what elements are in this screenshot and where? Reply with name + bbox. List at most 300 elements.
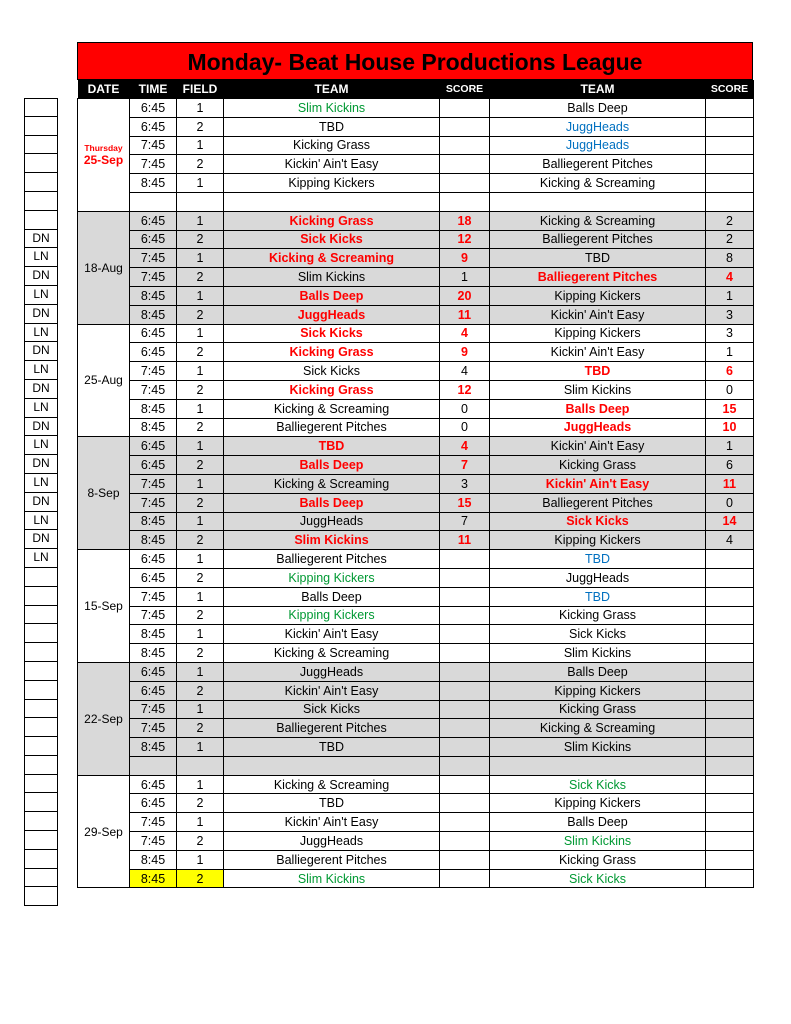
score-2-cell: 8 (706, 249, 754, 268)
time-cell (130, 756, 177, 775)
division-cell: LN (24, 361, 58, 380)
score-2-cell (706, 117, 754, 136)
score-2-cell (706, 192, 754, 211)
header-score-2: SCORE (706, 80, 754, 99)
score-2-cell: 6 (706, 362, 754, 381)
time-cell: 8:45 (130, 305, 177, 324)
team-2-cell: TBD (490, 587, 706, 606)
table-row (78, 456, 754, 475)
score-1-cell: 18 (440, 211, 490, 230)
time-cell: 6:45 (130, 456, 177, 475)
team-1-cell: Kicking & Screaming (224, 775, 440, 794)
table-row (78, 756, 754, 775)
score-2-cell (706, 606, 754, 625)
team-1-cell: Kicking & Screaming (224, 399, 440, 418)
table-row (78, 324, 754, 343)
score-2-cell: 4 (706, 268, 754, 287)
field-cell: 1 (177, 625, 224, 644)
field-cell: 2 (177, 456, 224, 475)
division-cell (24, 643, 58, 662)
division-cell (24, 756, 58, 775)
table-row (78, 644, 754, 663)
table-row (78, 531, 754, 550)
field-cell: 1 (177, 249, 224, 268)
division-cell: LN (24, 324, 58, 343)
table-row (78, 211, 754, 230)
team-2-cell: JuggHeads (490, 418, 706, 437)
team-1-cell: Balliegerent Pitches (224, 550, 440, 569)
division-cell (24, 812, 58, 831)
score-1-cell: 4 (440, 437, 490, 456)
division-cell (24, 831, 58, 850)
score-1-cell (440, 832, 490, 851)
team-1-cell (224, 192, 440, 211)
division-cell (24, 587, 58, 606)
score-1-cell (440, 850, 490, 869)
score-2-cell: 6 (706, 456, 754, 475)
division-cell (24, 718, 58, 737)
score-1-cell (440, 813, 490, 832)
team-2-cell: Kicking & Screaming (490, 174, 706, 193)
time-cell: 6:45 (130, 775, 177, 794)
score-1-cell (440, 99, 490, 118)
field-cell: 1 (177, 286, 224, 305)
team-2-cell: Kicking Grass (490, 456, 706, 475)
field-cell: 1 (177, 362, 224, 381)
score-2-cell: 11 (706, 474, 754, 493)
score-1-cell (440, 625, 490, 644)
time-cell: 7:45 (130, 136, 177, 155)
team-1-cell: Slim Kickins (224, 268, 440, 287)
division-cell (24, 117, 58, 136)
team-2-cell: Kicking Grass (490, 700, 706, 719)
score-1-cell: 4 (440, 362, 490, 381)
field-cell: 2 (177, 155, 224, 174)
score-2-cell (706, 738, 754, 757)
time-cell: 6:45 (130, 99, 177, 118)
score-1-cell (440, 662, 490, 681)
score-1-cell (440, 136, 490, 155)
field-cell: 1 (177, 850, 224, 869)
team-2-cell: Balliegerent Pitches (490, 268, 706, 287)
team-1-cell: Kicking Grass (224, 380, 440, 399)
schedule-body (78, 99, 754, 888)
date-cell: 22-Sep (78, 662, 130, 775)
score-2-cell (706, 568, 754, 587)
header-field: FIELD (177, 80, 224, 99)
schedule-table (77, 80, 754, 888)
header-team-2: TEAM (490, 80, 706, 99)
team-1-cell: Slim Kickins (224, 869, 440, 888)
score-2-cell (706, 869, 754, 888)
team-1-cell: Kicking Grass (224, 136, 440, 155)
division-cell (24, 154, 58, 173)
division-cell (24, 624, 58, 643)
date-prefix: Thursday (84, 142, 123, 153)
team-1-cell: Kicking Grass (224, 343, 440, 362)
score-1-cell: 20 (440, 286, 490, 305)
division-cell (24, 568, 58, 587)
division-cell: LN (24, 399, 58, 418)
team-2-cell: Kicking & Screaming (490, 211, 706, 230)
score-1-cell (440, 192, 490, 211)
time-cell: 8:45 (130, 850, 177, 869)
time-cell (130, 192, 177, 211)
table-row (78, 418, 754, 437)
team-1-cell: Balls Deep (224, 587, 440, 606)
header-date: DATE (78, 80, 130, 99)
score-1-cell (440, 117, 490, 136)
score-2-cell: 1 (706, 343, 754, 362)
field-cell (177, 756, 224, 775)
header-team-1: TEAM (224, 80, 440, 99)
table-row (78, 174, 754, 193)
score-2-cell (706, 850, 754, 869)
division-cell (24, 606, 58, 625)
team-1-cell: Balliegerent Pitches (224, 418, 440, 437)
division-cell (24, 662, 58, 681)
division-cell (24, 793, 58, 812)
team-1-cell: Kipping Kickers (224, 606, 440, 625)
team-1-cell: Balls Deep (224, 456, 440, 475)
score-2-cell (706, 794, 754, 813)
team-1-cell: Kipping Kickers (224, 174, 440, 193)
score-2-cell (706, 756, 754, 775)
time-cell: 7:45 (130, 493, 177, 512)
team-2-cell: TBD (490, 249, 706, 268)
score-1-cell: 12 (440, 230, 490, 249)
time-cell: 7:45 (130, 700, 177, 719)
division-cell: DN (24, 380, 58, 399)
division-cell: DN (24, 230, 58, 249)
score-2-cell: 1 (706, 437, 754, 456)
table-row (78, 230, 754, 249)
time-cell: 8:45 (130, 531, 177, 550)
time-cell: 7:45 (130, 268, 177, 287)
header-score-1: SCORE (440, 80, 490, 99)
division-cell: DN (24, 305, 58, 324)
field-cell: 2 (177, 493, 224, 512)
time-cell: 7:45 (130, 474, 177, 493)
time-cell: 7:45 (130, 362, 177, 381)
time-cell: 7:45 (130, 155, 177, 174)
time-cell: 7:45 (130, 813, 177, 832)
team-1-cell: TBD (224, 794, 440, 813)
division-column (24, 98, 58, 906)
date-cell: 29-Sep (78, 775, 130, 888)
field-cell: 1 (177, 550, 224, 569)
date-cell (78, 99, 130, 212)
score-1-cell (440, 155, 490, 174)
team-2-cell: Sick Kicks (490, 512, 706, 531)
field-cell: 1 (177, 738, 224, 757)
score-1-cell (440, 700, 490, 719)
time-cell: 6:45 (130, 662, 177, 681)
field-cell: 1 (177, 587, 224, 606)
score-2-cell (706, 681, 754, 700)
time-cell: 6:45 (130, 324, 177, 343)
team-2-cell: Kipping Kickers (490, 324, 706, 343)
score-1-cell: 0 (440, 399, 490, 418)
date-cell: 25-Aug (78, 324, 130, 437)
score-1-cell (440, 587, 490, 606)
field-cell: 1 (177, 99, 224, 118)
time-cell: 8:45 (130, 174, 177, 193)
field-cell: 1 (177, 775, 224, 794)
field-cell: 2 (177, 531, 224, 550)
score-1-cell (440, 719, 490, 738)
score-1-cell (440, 606, 490, 625)
division-cell (24, 173, 58, 192)
team-2-cell (490, 756, 706, 775)
team-1-cell: JuggHeads (224, 512, 440, 531)
field-cell: 1 (177, 662, 224, 681)
field-cell: 2 (177, 305, 224, 324)
division-cell (24, 887, 58, 906)
team-2-cell: JuggHeads (490, 136, 706, 155)
team-1-cell: Kicking & Screaming (224, 644, 440, 663)
field-cell (177, 192, 224, 211)
team-1-cell: Kickin' Ain't Easy (224, 625, 440, 644)
field-cell: 2 (177, 117, 224, 136)
score-1-cell (440, 681, 490, 700)
date-label: 25-Sep (83, 152, 124, 167)
table-row (78, 587, 754, 606)
time-cell: 7:45 (130, 380, 177, 399)
score-1-cell: 9 (440, 343, 490, 362)
score-2-cell: 15 (706, 399, 754, 418)
team-2-cell: Balls Deep (490, 813, 706, 832)
division-cell (24, 192, 58, 211)
table-row (78, 362, 754, 381)
team-2-cell: Kipping Kickers (490, 681, 706, 700)
division-cell: DN (24, 418, 58, 437)
field-cell: 1 (177, 512, 224, 531)
field-cell: 2 (177, 418, 224, 437)
team-2-cell: Slim Kickins (490, 738, 706, 757)
division-cell: DN (24, 455, 58, 474)
team-2-cell: TBD (490, 550, 706, 569)
score-2-cell (706, 662, 754, 681)
score-1-cell: 11 (440, 305, 490, 324)
team-1-cell: Kicking & Screaming (224, 474, 440, 493)
score-2-cell: 2 (706, 230, 754, 249)
time-cell: 7:45 (130, 832, 177, 851)
team-2-cell: Kipping Kickers (490, 531, 706, 550)
score-2-cell: 14 (706, 512, 754, 531)
team-2-cell: TBD (490, 362, 706, 381)
division-cell (24, 211, 58, 230)
date-cell: 15-Sep (78, 550, 130, 663)
time-cell: 7:45 (130, 606, 177, 625)
score-2-cell (706, 832, 754, 851)
team-1-cell (224, 756, 440, 775)
score-1-cell (440, 775, 490, 794)
team-2-cell: Balliegerent Pitches (490, 493, 706, 512)
score-1-cell (440, 794, 490, 813)
division-cell (24, 869, 58, 888)
time-cell: 6:45 (130, 211, 177, 230)
field-cell: 1 (177, 324, 224, 343)
score-2-cell: 10 (706, 418, 754, 437)
division-cell (24, 681, 58, 700)
field-cell: 1 (177, 211, 224, 230)
team-1-cell: Sick Kicks (224, 700, 440, 719)
score-1-cell: 7 (440, 456, 490, 475)
field-cell: 2 (177, 794, 224, 813)
table-row (78, 192, 754, 211)
team-1-cell: TBD (224, 117, 440, 136)
field-cell: 2 (177, 230, 224, 249)
field-cell: 2 (177, 832, 224, 851)
score-2-cell (706, 136, 754, 155)
time-cell: 7:45 (130, 249, 177, 268)
header-time: TIME (130, 80, 177, 99)
field-cell: 1 (177, 136, 224, 155)
division-cell: LN (24, 248, 58, 267)
time-cell: 6:45 (130, 794, 177, 813)
date-cell: 18-Aug (78, 211, 130, 324)
team-1-cell: Slim Kickins (224, 531, 440, 550)
division-cell: LN (24, 549, 58, 568)
time-cell: 8:45 (130, 418, 177, 437)
score-1-cell (440, 644, 490, 663)
team-1-cell: Kickin' Ain't Easy (224, 813, 440, 832)
score-2-cell (706, 813, 754, 832)
table-row (78, 474, 754, 493)
team-2-cell: Kickin' Ain't Easy (490, 343, 706, 362)
division-cell (24, 98, 58, 117)
team-1-cell: Balls Deep (224, 286, 440, 305)
division-cell: LN (24, 436, 58, 455)
team-1-cell: Balliegerent Pitches (224, 719, 440, 738)
field-cell: 2 (177, 568, 224, 587)
score-2-cell: 3 (706, 305, 754, 324)
field-cell: 1 (177, 700, 224, 719)
table-row (78, 437, 754, 456)
field-cell: 1 (177, 437, 224, 456)
team-2-cell: Sick Kicks (490, 869, 706, 888)
table-row (78, 286, 754, 305)
table-row (78, 794, 754, 813)
score-2-cell (706, 155, 754, 174)
team-1-cell: Slim Kickins (224, 99, 440, 118)
team-2-cell: Balliegerent Pitches (490, 155, 706, 174)
score-1-cell: 0 (440, 418, 490, 437)
score-1-cell: 7 (440, 512, 490, 531)
table-row (78, 117, 754, 136)
team-1-cell: Sick Kicks (224, 362, 440, 381)
table-row (78, 380, 754, 399)
division-cell (24, 700, 58, 719)
score-1-cell: 4 (440, 324, 490, 343)
division-cell: LN (24, 512, 58, 531)
team-2-cell: Kickin' Ain't Easy (490, 305, 706, 324)
team-1-cell: TBD (224, 738, 440, 757)
table-row (78, 775, 754, 794)
table-row (78, 249, 754, 268)
time-cell: 6:45 (130, 550, 177, 569)
score-2-cell (706, 700, 754, 719)
time-cell: 6:45 (130, 343, 177, 362)
time-cell: 8:45 (130, 286, 177, 305)
team-1-cell: JuggHeads (224, 662, 440, 681)
score-1-cell (440, 550, 490, 569)
team-1-cell: Sick Kicks (224, 230, 440, 249)
time-cell: 8:45 (130, 625, 177, 644)
team-1-cell: Kickin' Ain't Easy (224, 155, 440, 174)
time-cell: 7:45 (130, 587, 177, 606)
division-cell: DN (24, 493, 58, 512)
score-1-cell (440, 174, 490, 193)
team-2-cell: Balls Deep (490, 662, 706, 681)
field-cell: 1 (177, 174, 224, 193)
time-cell: 8:45 (130, 738, 177, 757)
team-2-cell: Kipping Kickers (490, 794, 706, 813)
score-2-cell (706, 719, 754, 738)
team-2-cell: Kicking Grass (490, 850, 706, 869)
score-2-cell: 3 (706, 324, 754, 343)
field-cell: 1 (177, 813, 224, 832)
score-2-cell (706, 625, 754, 644)
table-row (78, 268, 754, 287)
score-2-cell (706, 775, 754, 794)
schedule-sheet (77, 42, 753, 888)
table-row (78, 343, 754, 362)
time-cell: 6:45 (130, 568, 177, 587)
time-cell: 6:45 (130, 437, 177, 456)
table-row (78, 399, 754, 418)
score-1-cell (440, 869, 490, 888)
team-1-cell: Balliegerent Pitches (224, 850, 440, 869)
table-row (78, 832, 754, 851)
team-2-cell: JuggHeads (490, 117, 706, 136)
division-cell: DN (24, 530, 58, 549)
score-1-cell: 11 (440, 531, 490, 550)
division-cell: LN (24, 286, 58, 305)
table-row (78, 719, 754, 738)
team-2-cell: Kicking Grass (490, 606, 706, 625)
team-1-cell: Kickin' Ain't Easy (224, 681, 440, 700)
field-cell: 1 (177, 399, 224, 418)
score-2-cell (706, 587, 754, 606)
division-cell: LN (24, 474, 58, 493)
table-row (78, 738, 754, 757)
team-2-cell: JuggHeads (490, 568, 706, 587)
time-cell: 8:45 (130, 869, 177, 888)
time-cell: 6:45 (130, 117, 177, 136)
table-row (78, 136, 754, 155)
team-2-cell: Balls Deep (490, 399, 706, 418)
time-cell: 6:45 (130, 230, 177, 249)
team-1-cell: Sick Kicks (224, 324, 440, 343)
score-2-cell (706, 550, 754, 569)
score-2-cell: 0 (706, 493, 754, 512)
team-2-cell (490, 192, 706, 211)
division-cell (24, 136, 58, 155)
team-2-cell: Sick Kicks (490, 775, 706, 794)
time-cell: 8:45 (130, 644, 177, 663)
team-1-cell: Kicking & Screaming (224, 249, 440, 268)
team-2-cell: Kipping Kickers (490, 286, 706, 305)
team-1-cell: Balls Deep (224, 493, 440, 512)
division-cell (24, 850, 58, 869)
table-row (78, 550, 754, 569)
date-cell: 8-Sep (78, 437, 130, 550)
field-cell: 2 (177, 719, 224, 738)
team-2-cell: Sick Kicks (490, 625, 706, 644)
team-2-cell: Kicking & Screaming (490, 719, 706, 738)
